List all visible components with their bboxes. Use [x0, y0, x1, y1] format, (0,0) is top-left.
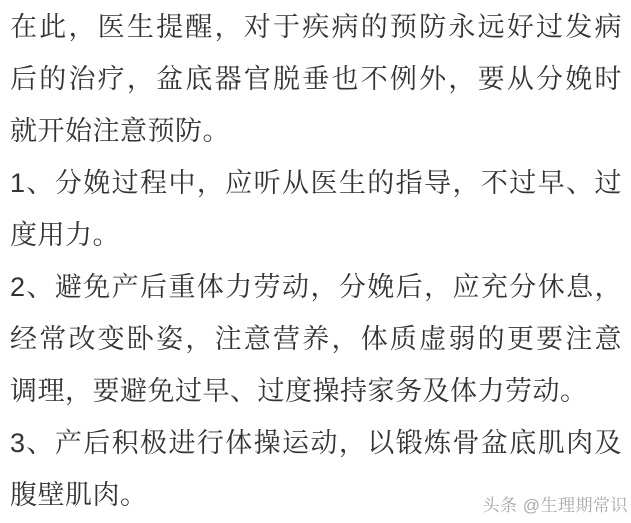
text-line: 腹壁肌肉。: [10, 480, 148, 510]
text-line: 度用力。: [10, 220, 120, 250]
text-line: 在此，医生提醒，对于疾病的预防永远好过发病: [10, 12, 622, 42]
paragraph-item-1: [10, 157, 622, 261]
toutiao-watermark: [483, 496, 628, 516]
text-line: 3、产后积极进行体操运动，以锻炼骨盆底肌肉及: [10, 428, 622, 458]
text-line: 就开始注意预防。: [10, 116, 230, 146]
text-line: 后的治疗，盆底器官脱垂也不例外，要从分娩时: [10, 64, 622, 94]
paragraph-item-2: [10, 261, 622, 417]
paragraph-intro: [10, 1, 622, 157]
text-line: 1、分娩过程中，应听从医生的指导，不过早、过: [10, 168, 622, 198]
watermark-text: 头条 @生理期常识: [482, 496, 628, 515]
text-line: 调理，要避免过早、过度操持家务及体力劳动。: [10, 376, 588, 406]
text-line: 2、避免产后重体力劳动，分娩后，应充分休息，: [10, 272, 622, 302]
text-line: 经常改变卧姿，注意营养，体质虚弱的更要注意: [10, 324, 622, 354]
